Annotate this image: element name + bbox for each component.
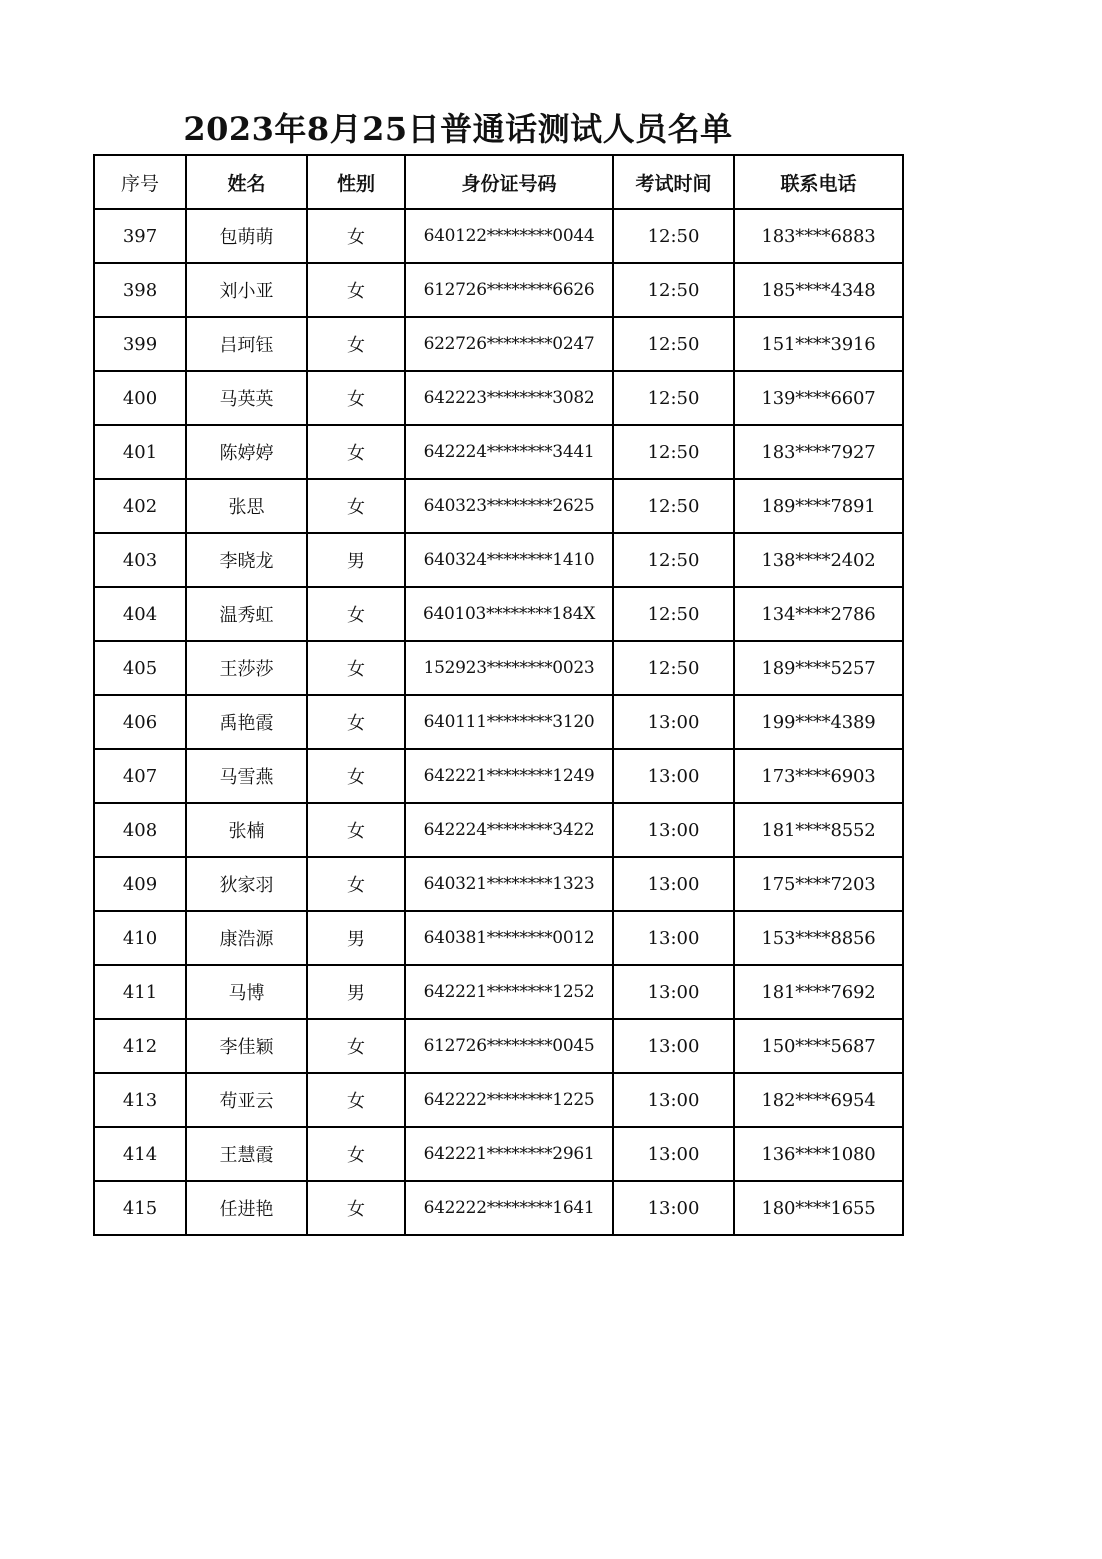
cell-id-number: 622726********0247	[405, 317, 613, 371]
cell-phone: 136****1080	[734, 1127, 903, 1181]
cell-gender: 男	[307, 533, 405, 587]
table-row	[94, 1073, 903, 1127]
cell-gender: 女	[307, 695, 405, 749]
cell-phone: 153****8856	[734, 911, 903, 965]
cell-exam-time: 13:00	[613, 1073, 734, 1127]
cell-id-number: 640381********0012	[405, 911, 613, 965]
cell-id-number: 640111********3120	[405, 695, 613, 749]
cell-seq: 413	[94, 1073, 186, 1127]
roster-table	[93, 154, 904, 1236]
cell-phone: 180****1655	[734, 1181, 903, 1235]
cell-seq: 414	[94, 1127, 186, 1181]
table-row	[94, 695, 903, 749]
cell-gender: 女	[307, 1073, 405, 1127]
cell-gender: 女	[307, 263, 405, 317]
cell-id-number: 642221********1249	[405, 749, 613, 803]
cell-gender: 男	[307, 911, 405, 965]
cell-seq: 401	[94, 425, 186, 479]
cell-gender: 女	[307, 479, 405, 533]
table-row	[94, 533, 903, 587]
cell-gender: 女	[307, 857, 405, 911]
header-name: 姓名	[186, 155, 307, 209]
cell-name: 康浩源	[186, 911, 307, 965]
cell-id-number: 642222********1225	[405, 1073, 613, 1127]
header-exam-time: 考试时间	[613, 155, 734, 209]
cell-gender: 女	[307, 749, 405, 803]
cell-name: 陈婷婷	[186, 425, 307, 479]
cell-exam-time: 12:50	[613, 479, 734, 533]
cell-phone: 175****7203	[734, 857, 903, 911]
document-title: 2023年8月25日普通话测试人员名单	[183, 110, 733, 148]
cell-exam-time: 13:00	[613, 1127, 734, 1181]
cell-seq: 405	[94, 641, 186, 695]
cell-seq: 403	[94, 533, 186, 587]
table-row	[94, 371, 903, 425]
table-row	[94, 479, 903, 533]
cell-name: 狄家羽	[186, 857, 307, 911]
cell-id-number: 152923********0023	[405, 641, 613, 695]
cell-id-number: 642223********3082	[405, 371, 613, 425]
header-row	[94, 155, 903, 209]
cell-exam-time: 13:00	[613, 695, 734, 749]
header-phone: 联系电话	[734, 155, 903, 209]
header-seq: 序号	[94, 155, 186, 209]
cell-id-number: 640324********1410	[405, 533, 613, 587]
cell-seq: 397	[94, 209, 186, 263]
cell-phone: 181****7692	[734, 965, 903, 1019]
table-row	[94, 1019, 903, 1073]
header-id-number: 身份证号码	[405, 155, 613, 209]
cell-id-number: 640323********2625	[405, 479, 613, 533]
cell-id-number: 642221********2961	[405, 1127, 613, 1181]
cell-id-number: 642221********1252	[405, 965, 613, 1019]
cell-name: 刘小亚	[186, 263, 307, 317]
cell-name: 温秀虹	[186, 587, 307, 641]
cell-name: 吕珂钰	[186, 317, 307, 371]
table-row	[94, 1181, 903, 1235]
cell-phone: 139****6607	[734, 371, 903, 425]
cell-phone: 173****6903	[734, 749, 903, 803]
cell-gender: 女	[307, 209, 405, 263]
cell-name: 马博	[186, 965, 307, 1019]
cell-phone: 183****6883	[734, 209, 903, 263]
cell-exam-time: 13:00	[613, 803, 734, 857]
cell-seq: 400	[94, 371, 186, 425]
cell-seq: 415	[94, 1181, 186, 1235]
cell-seq: 410	[94, 911, 186, 965]
cell-exam-time: 13:00	[613, 1019, 734, 1073]
cell-seq: 409	[94, 857, 186, 911]
cell-gender: 男	[307, 965, 405, 1019]
cell-exam-time: 12:50	[613, 533, 734, 587]
cell-exam-time: 12:50	[613, 371, 734, 425]
cell-id-number: 640321********1323	[405, 857, 613, 911]
table-row	[94, 209, 903, 263]
cell-id-number: 642224********3441	[405, 425, 613, 479]
cell-exam-time: 12:50	[613, 317, 734, 371]
cell-seq: 412	[94, 1019, 186, 1073]
cell-phone: 185****4348	[734, 263, 903, 317]
cell-name: 张思	[186, 479, 307, 533]
cell-seq: 398	[94, 263, 186, 317]
table-row	[94, 803, 903, 857]
cell-phone: 134****2786	[734, 587, 903, 641]
cell-exam-time: 12:50	[613, 587, 734, 641]
cell-gender: 女	[307, 317, 405, 371]
table-row	[94, 911, 903, 965]
cell-name: 马雪燕	[186, 749, 307, 803]
cell-name: 禹艳霞	[186, 695, 307, 749]
cell-name: 任进艳	[186, 1181, 307, 1235]
cell-seq: 402	[94, 479, 186, 533]
cell-gender: 女	[307, 803, 405, 857]
cell-name: 李佳颖	[186, 1019, 307, 1073]
table-row	[94, 749, 903, 803]
cell-seq: 404	[94, 587, 186, 641]
table-row	[94, 263, 903, 317]
cell-phone: 183****7927	[734, 425, 903, 479]
cell-phone: 189****7891	[734, 479, 903, 533]
cell-phone: 138****2402	[734, 533, 903, 587]
cell-exam-time: 12:50	[613, 425, 734, 479]
cell-id-number: 642224********3422	[405, 803, 613, 857]
cell-phone: 182****6954	[734, 1073, 903, 1127]
cell-name: 马英英	[186, 371, 307, 425]
header-gender: 性别	[307, 155, 405, 209]
cell-exam-time: 13:00	[613, 911, 734, 965]
cell-exam-time: 13:00	[613, 857, 734, 911]
table-row	[94, 857, 903, 911]
cell-name: 包萌萌	[186, 209, 307, 263]
cell-name: 张楠	[186, 803, 307, 857]
cell-exam-time: 13:00	[613, 1181, 734, 1235]
cell-seq: 408	[94, 803, 186, 857]
cell-phone: 189****5257	[734, 641, 903, 695]
table-row	[94, 425, 903, 479]
cell-name: 苟亚云	[186, 1073, 307, 1127]
cell-exam-time: 12:50	[613, 263, 734, 317]
table-row	[94, 965, 903, 1019]
cell-gender: 女	[307, 587, 405, 641]
cell-phone: 151****3916	[734, 317, 903, 371]
cell-gender: 女	[307, 641, 405, 695]
table-row	[94, 641, 903, 695]
cell-name: 李晓龙	[186, 533, 307, 587]
cell-exam-time: 12:50	[613, 209, 734, 263]
cell-gender: 女	[307, 425, 405, 479]
cell-seq: 407	[94, 749, 186, 803]
cell-seq: 411	[94, 965, 186, 1019]
cell-id-number: 640103********184X	[405, 587, 613, 641]
cell-exam-time: 13:00	[613, 965, 734, 1019]
cell-name: 王慧霞	[186, 1127, 307, 1181]
cell-gender: 女	[307, 1181, 405, 1235]
cell-name: 王莎莎	[186, 641, 307, 695]
cell-id-number: 642222********1641	[405, 1181, 613, 1235]
cell-exam-time: 13:00	[613, 749, 734, 803]
roster-body	[94, 209, 903, 1235]
cell-exam-time: 12:50	[613, 641, 734, 695]
table-row	[94, 317, 903, 371]
cell-seq: 406	[94, 695, 186, 749]
cell-id-number: 612726********0045	[405, 1019, 613, 1073]
cell-gender: 女	[307, 1127, 405, 1181]
cell-seq: 399	[94, 317, 186, 371]
cell-id-number: 640122********0044	[405, 209, 613, 263]
table-row	[94, 1127, 903, 1181]
table-row	[94, 587, 903, 641]
cell-phone: 199****4389	[734, 695, 903, 749]
cell-id-number: 612726********6626	[405, 263, 613, 317]
cell-gender: 女	[307, 371, 405, 425]
cell-phone: 150****5687	[734, 1019, 903, 1073]
cell-gender: 女	[307, 1019, 405, 1073]
cell-phone: 181****8552	[734, 803, 903, 857]
